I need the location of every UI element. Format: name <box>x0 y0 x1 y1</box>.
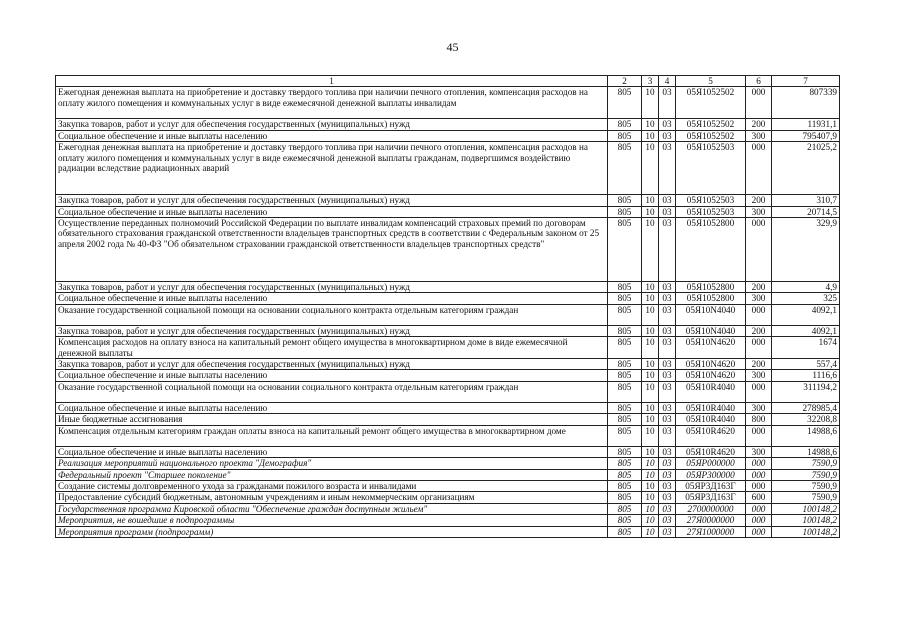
row-code-cell: 805 <box>608 381 642 402</box>
row-subsection-cell: 03 <box>659 402 676 413</box>
table-row <box>56 337 840 359</box>
row-code-cell: 805 <box>608 218 642 282</box>
row-amount-cell: 795407,9 <box>772 130 840 141</box>
row-subsection-cell: 03 <box>659 469 676 480</box>
row-amount-cell: 14988,6 <box>772 425 840 446</box>
row-amount-cell: 310,7 <box>772 195 840 206</box>
row-name-cell: Мероприятия, не вошедшие в подпрограммы <box>56 515 608 526</box>
row-subsection-cell: 03 <box>659 492 676 503</box>
row-expense-type-cell: 000 <box>746 218 772 282</box>
table-row <box>56 402 840 413</box>
row-amount-cell: 1116,6 <box>772 370 840 381</box>
row-expense-type-cell: 000 <box>746 469 772 480</box>
row-amount-cell: 557,4 <box>772 359 840 370</box>
row-name-cell: Социальное обеспечение и иные выплаты населению <box>56 446 608 457</box>
row-amount-cell: 32208,8 <box>772 414 840 425</box>
row-subsection-cell: 03 <box>659 515 676 526</box>
row-target-cell: 05Я1052502 <box>676 119 746 130</box>
row-name-cell: Социальное обеспечение и иные выплаты населению <box>56 206 608 217</box>
row-amount-cell: 21025,2 <box>772 142 840 195</box>
row-name-cell: Мероприятия программ (подпрограмм) <box>56 526 608 537</box>
table-row <box>56 515 840 526</box>
row-target-cell: 05Я1052503 <box>676 142 746 195</box>
row-expense-type-cell: 200 <box>746 195 772 206</box>
row-subsection-cell: 03 <box>659 370 676 381</box>
row-amount-cell: 329,9 <box>772 218 840 282</box>
table-row <box>56 119 840 130</box>
row-target-cell: 05Я1052800 <box>676 218 746 282</box>
row-subsection-cell: 03 <box>659 206 676 217</box>
row-expense-type-cell: 200 <box>746 359 772 370</box>
row-name-cell: Закупка товаров, работ и услуг для обеспечения государственных (муниципальных) нужд <box>56 282 608 293</box>
row-section-cell: 10 <box>642 425 659 446</box>
table-row <box>56 293 840 304</box>
row-name-cell: Государственная программа Кировской области "Обеспечение граждан доступным жильем" <box>56 503 608 514</box>
row-name-cell: Предоставление субсидий бюджетным, автономным учреждениям и иным некоммерческим организациям <box>56 492 608 503</box>
row-code-cell: 805 <box>608 87 642 119</box>
row-code-cell: 805 <box>608 142 642 195</box>
row-code-cell: 805 <box>608 425 642 446</box>
table-row <box>56 425 840 446</box>
row-subsection-cell: 03 <box>659 414 676 425</box>
row-amount-cell: 14988,6 <box>772 446 840 457</box>
table-row <box>56 325 840 336</box>
row-target-cell: 05Я10N4040 <box>676 325 746 336</box>
row-expense-type-cell: 300 <box>746 446 772 457</box>
row-expense-type-cell: 000 <box>746 515 772 526</box>
row-target-cell: 05Я1052502 <box>676 130 746 141</box>
row-name-cell: Социальное обеспечение и иные выплаты населению <box>56 130 608 141</box>
table-row <box>56 469 840 480</box>
row-target-cell: 05Я10R4620 <box>676 425 746 446</box>
row-section-cell: 10 <box>642 526 659 537</box>
row-expense-type-cell: 000 <box>746 526 772 537</box>
row-amount-cell: 7590,9 <box>772 480 840 491</box>
row-amount-cell: 7590,9 <box>772 469 840 480</box>
row-subsection-cell: 03 <box>659 130 676 141</box>
row-name-cell: Иные бюджетные ассигнования <box>56 414 608 425</box>
row-target-cell: 05Я10N4620 <box>676 370 746 381</box>
row-subsection-cell: 03 <box>659 359 676 370</box>
column-header-6: 6 <box>746 76 772 87</box>
row-section-cell: 10 <box>642 503 659 514</box>
row-expense-type-cell: 800 <box>746 414 772 425</box>
row-expense-type-cell: 300 <box>746 370 772 381</box>
row-target-cell: 05Я10N4620 <box>676 337 746 359</box>
row-section-cell: 10 <box>642 130 659 141</box>
row-target-cell: 05Я10R4620 <box>676 446 746 457</box>
row-expense-type-cell: 000 <box>746 480 772 491</box>
row-code-cell: 805 <box>608 119 642 130</box>
row-expense-type-cell: 600 <box>746 492 772 503</box>
row-section-cell: 10 <box>642 195 659 206</box>
row-code-cell: 805 <box>608 359 642 370</box>
row-subsection-cell: 03 <box>659 503 676 514</box>
row-target-cell: 05ЯР3Д163Г <box>676 480 746 491</box>
row-name-cell: Закупка товаров, работ и услуг для обеспечения государственных (муниципальных) нужд <box>56 325 608 336</box>
table-row <box>56 381 840 402</box>
row-expense-type-cell: 000 <box>746 87 772 119</box>
row-code-cell: 805 <box>608 293 642 304</box>
row-target-cell: 05Я10R4040 <box>676 402 746 413</box>
column-header-1: 1 <box>56 76 608 87</box>
row-name-cell: Реализация мероприятий национального проекта "Демография" <box>56 458 608 469</box>
row-section-cell: 10 <box>642 402 659 413</box>
row-name-cell: Ежегодная денежная выплата на приобретение и доставку твердого топлива при наличии печного отопления, компенсация расходов на оплату жилого помещения и коммунальных услуг в виде ежемесячной денежной выплаты инвалидам <box>56 87 608 119</box>
row-target-cell: 05ЯР3Д163Г <box>676 492 746 503</box>
row-subsection-cell: 03 <box>659 325 676 336</box>
row-expense-type-cell: 300 <box>746 293 772 304</box>
row-amount-cell: 4,9 <box>772 282 840 293</box>
row-subsection-cell: 03 <box>659 87 676 119</box>
table-row <box>56 218 840 282</box>
row-subsection-cell: 03 <box>659 195 676 206</box>
column-header-5: 5 <box>676 76 746 87</box>
row-name-cell: Компенсация расходов на оплату взноса на капитальный ремонт общего имущества в многоквартирном доме в виде ежемесячной денежной выплаты <box>56 337 608 359</box>
row-target-cell: 05ЯР300000 <box>676 469 746 480</box>
row-code-cell: 805 <box>608 130 642 141</box>
row-expense-type-cell: 000 <box>746 304 772 325</box>
row-subsection-cell: 03 <box>659 304 676 325</box>
row-section-cell: 10 <box>642 381 659 402</box>
row-code-cell: 805 <box>608 526 642 537</box>
table-row <box>56 480 840 491</box>
row-code-cell: 805 <box>608 503 642 514</box>
row-amount-cell: 4092,1 <box>772 304 840 325</box>
row-amount-cell: 4092,1 <box>772 325 840 336</box>
row-expense-type-cell: 200 <box>746 282 772 293</box>
row-target-cell: 05Я1052800 <box>676 282 746 293</box>
column-header-4: 4 <box>659 76 676 87</box>
row-name-cell: Социальное обеспечение и иные выплаты населению <box>56 370 608 381</box>
row-target-cell: 05Я1052800 <box>676 293 746 304</box>
row-subsection-cell: 03 <box>659 526 676 537</box>
column-header-7: 7 <box>772 76 840 87</box>
row-section-cell: 10 <box>642 325 659 336</box>
row-expense-type-cell: 000 <box>746 142 772 195</box>
row-code-cell: 805 <box>608 370 642 381</box>
row-expense-type-cell: 200 <box>746 119 772 130</box>
table-row <box>56 282 840 293</box>
table-row <box>56 195 840 206</box>
row-expense-type-cell: 000 <box>746 458 772 469</box>
table-row <box>56 130 840 141</box>
row-code-cell: 805 <box>608 337 642 359</box>
row-expense-type-cell: 300 <box>746 402 772 413</box>
row-target-cell: 05Я10R4040 <box>676 381 746 402</box>
table-header-row <box>56 76 840 87</box>
row-target-cell: 05Я10N4620 <box>676 359 746 370</box>
row-code-cell: 805 <box>608 469 642 480</box>
row-section-cell: 10 <box>642 414 659 425</box>
row-amount-cell: 807339 <box>772 87 840 119</box>
row-code-cell: 805 <box>608 402 642 413</box>
row-code-cell: 805 <box>608 515 642 526</box>
row-expense-type-cell: 000 <box>746 503 772 514</box>
row-name-cell: Закупка товаров, работ и услуг для обеспечения государственных (муниципальных) нужд <box>56 359 608 370</box>
row-name-cell: Оказание государственной социальной помощи на основании социального контракта отдельным категориям граждан <box>56 304 608 325</box>
table-row <box>56 492 840 503</box>
row-target-cell: 05Я1052502 <box>676 87 746 119</box>
row-target-cell: 05Я1052503 <box>676 195 746 206</box>
table-row <box>56 142 840 195</box>
row-subsection-cell: 03 <box>659 119 676 130</box>
row-subsection-cell: 03 <box>659 458 676 469</box>
table-row <box>56 526 840 537</box>
row-section-cell: 10 <box>642 218 659 282</box>
table-row <box>56 206 840 217</box>
row-target-cell: 27Я1000000 <box>676 526 746 537</box>
table-row <box>56 446 840 457</box>
row-amount-cell: 325 <box>772 293 840 304</box>
row-section-cell: 10 <box>642 359 659 370</box>
row-code-cell: 805 <box>608 325 642 336</box>
table-row <box>56 304 840 325</box>
row-target-cell: 27Я0000000 <box>676 515 746 526</box>
row-name-cell: Осуществление переданных полномочий Российской Федерации по выплате инвалидам компенсаций страховых премий по договорам обязательного страхования гражданской ответственности владельцев транспортных средств в соответствии с Федеральным законом от 25 апреля 2002 года № 40-ФЗ "Об обязательном страховании гражданской ответственности владельцев транспортных средств" <box>56 218 608 282</box>
row-subsection-cell: 03 <box>659 218 676 282</box>
row-code-cell: 805 <box>608 458 642 469</box>
row-amount-cell: 7590,9 <box>772 458 840 469</box>
row-name-cell: Социальное обеспечение и иные выплаты населению <box>56 293 608 304</box>
row-code-cell: 805 <box>608 195 642 206</box>
row-amount-cell: 11931,1 <box>772 119 840 130</box>
row-amount-cell: 100148,2 <box>772 515 840 526</box>
row-expense-type-cell: 000 <box>746 337 772 359</box>
budget-table <box>55 75 840 538</box>
row-code-cell: 805 <box>608 304 642 325</box>
page-number: 45 <box>446 40 459 54</box>
row-name-cell: Закупка товаров, работ и услуг для обеспечения государственных (муниципальных) нужд <box>56 195 608 206</box>
row-code-cell: 805 <box>608 446 642 457</box>
row-amount-cell: 311194,2 <box>772 381 840 402</box>
row-subsection-cell: 03 <box>659 293 676 304</box>
row-target-cell: 05Я10R4040 <box>676 414 746 425</box>
row-section-cell: 10 <box>642 142 659 195</box>
table-row <box>56 359 840 370</box>
row-subsection-cell: 03 <box>659 480 676 491</box>
table-row <box>56 87 840 119</box>
row-section-cell: 10 <box>642 492 659 503</box>
row-expense-type-cell: 300 <box>746 130 772 141</box>
row-code-cell: 805 <box>608 414 642 425</box>
row-code-cell: 805 <box>608 282 642 293</box>
row-section-cell: 10 <box>642 469 659 480</box>
row-section-cell: 10 <box>642 515 659 526</box>
row-expense-type-cell: 000 <box>746 425 772 446</box>
row-amount-cell: 100148,2 <box>772 526 840 537</box>
row-section-cell: 10 <box>642 304 659 325</box>
column-header-3: 3 <box>642 76 659 87</box>
row-section-cell: 10 <box>642 282 659 293</box>
row-section-cell: 10 <box>642 458 659 469</box>
row-amount-cell: 20714,5 <box>772 206 840 217</box>
row-code-cell: 805 <box>608 492 642 503</box>
row-target-cell: 05Я1052503 <box>676 206 746 217</box>
column-header-2: 2 <box>608 76 642 87</box>
row-target-cell: 2700000000 <box>676 503 746 514</box>
row-name-cell: Компенсация отдельным категориям граждан оплаты взноса на капитальный ремонт общего имущества в многоквартирном доме <box>56 425 608 446</box>
table-row <box>56 414 840 425</box>
row-name-cell: Ежегодная денежная выплата на приобретение и доставку твердого топлива при наличии печного отопления, компенсация расходов на оплату жилого помещения и коммунальных услуг в виде ежемесячной денежной выплаты гражданам, подвергшимся воздействию радиации вследствие радиационных аварий <box>56 142 608 195</box>
row-expense-type-cell: 000 <box>746 381 772 402</box>
row-subsection-cell: 03 <box>659 142 676 195</box>
row-code-cell: 805 <box>608 206 642 217</box>
row-section-cell: 10 <box>642 370 659 381</box>
row-section-cell: 10 <box>642 119 659 130</box>
row-amount-cell: 7590,9 <box>772 492 840 503</box>
table-row <box>56 503 840 514</box>
row-subsection-cell: 03 <box>659 337 676 359</box>
row-code-cell: 805 <box>608 480 642 491</box>
row-name-cell: Оказание государственной социальной помощи на основании социального контракта отдельным категориям граждан <box>56 381 608 402</box>
row-section-cell: 10 <box>642 293 659 304</box>
row-section-cell: 10 <box>642 446 659 457</box>
row-section-cell: 10 <box>642 206 659 217</box>
row-expense-type-cell: 300 <box>746 206 772 217</box>
row-expense-type-cell: 200 <box>746 325 772 336</box>
table-row <box>56 458 840 469</box>
table-row <box>56 370 840 381</box>
row-amount-cell: 100148,2 <box>772 503 840 514</box>
row-subsection-cell: 03 <box>659 381 676 402</box>
row-subsection-cell: 03 <box>659 425 676 446</box>
row-subsection-cell: 03 <box>659 446 676 457</box>
row-target-cell: 05ЯР000000 <box>676 458 746 469</box>
row-amount-cell: 278985,4 <box>772 402 840 413</box>
row-name-cell: Закупка товаров, работ и услуг для обеспечения государственных (муниципальных) нужд <box>56 119 608 130</box>
row-section-cell: 10 <box>642 337 659 359</box>
row-name-cell: Социальное обеспечение и иные выплаты населению <box>56 402 608 413</box>
row-subsection-cell: 03 <box>659 282 676 293</box>
row-name-cell: Создание системы долговременного ухода за гражданами пожилого возраста и инвалидами <box>56 480 608 491</box>
row-name-cell: Федеральный проект "Старшее поколение" <box>56 469 608 480</box>
row-amount-cell: 1674 <box>772 337 840 359</box>
row-target-cell: 05Я10N4040 <box>676 304 746 325</box>
row-section-cell: 10 <box>642 87 659 119</box>
row-section-cell: 10 <box>642 480 659 491</box>
